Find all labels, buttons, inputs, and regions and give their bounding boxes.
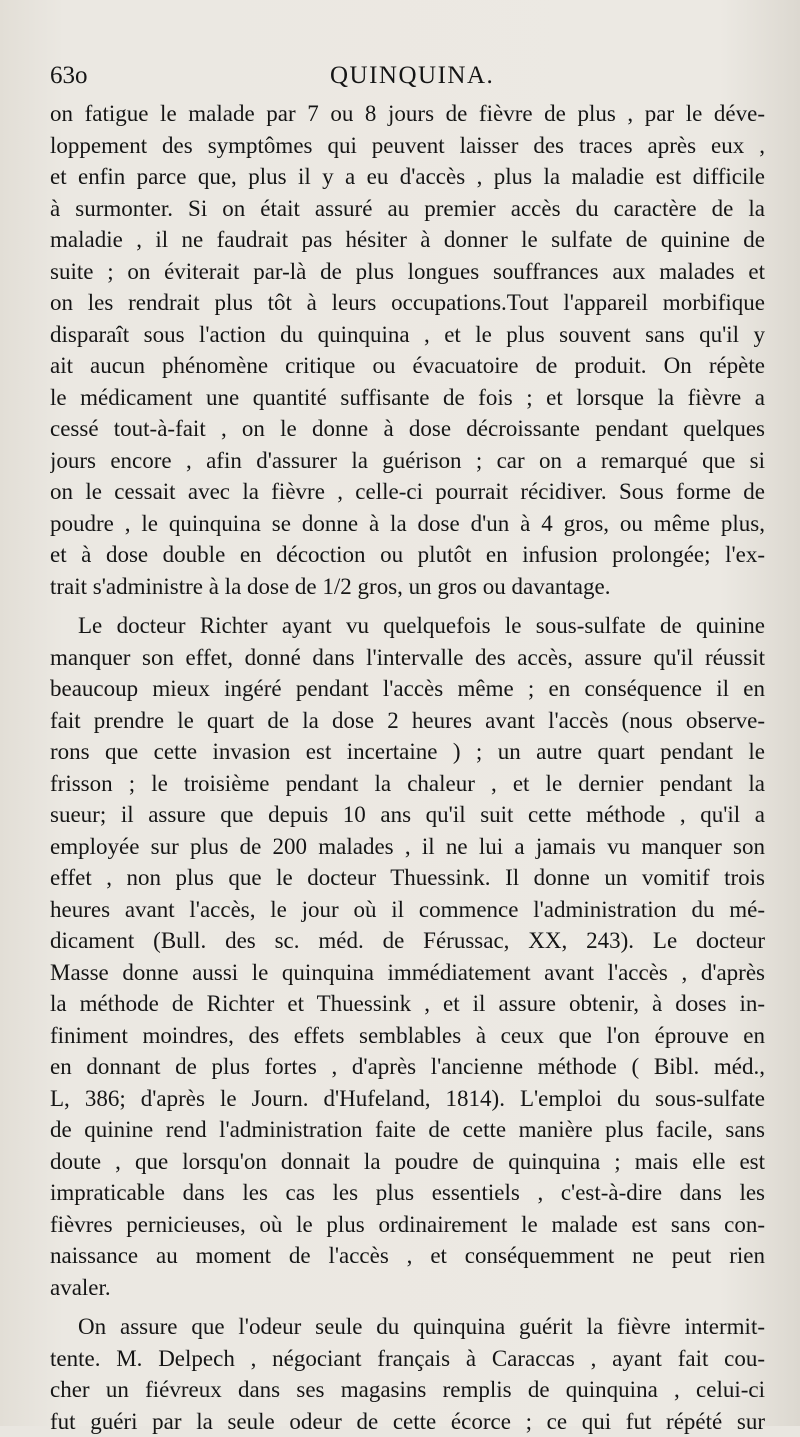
body-text	[50, 98, 765, 1437]
text-line: le médicament une quantité suffisante de fois ; et lorsque la fièvre a	[50, 382, 765, 414]
text-line: on fatigue le malade par 7 ou 8 jours de fièvre de plus , par le déve-	[50, 98, 765, 130]
text-line: effet , non plus que le docteur Thuessink. Il donne un vomitif trois	[50, 862, 765, 894]
text-line: Le docteur Richter ayant vu quelquefois le sous-sulfate de quinine	[50, 610, 765, 642]
text-line: et enfin parce que, plus il y a eu d'accès , plus la maladie est difficile	[50, 161, 765, 193]
text-line: Masse donne aussi le quinquina immédiatement avant l'accès , d'après	[50, 957, 765, 989]
text-line: jours encore , afin d'assurer la guérison ; car on a remarqué que si	[50, 445, 765, 477]
text-line: naissance au moment de l'accès , et conséquemment ne peut rien	[50, 1240, 765, 1272]
paragraph	[50, 610, 765, 1303]
text-line: beaucoup mieux ingéré pendant l'accès même ; en conséquence il en	[50, 673, 765, 705]
text-line: tente. M. Delpech , négociant français à Caraccas , ayant fait cou-	[50, 1343, 765, 1375]
running-title: QUINQUINA.	[330, 62, 494, 90]
text-line: fut guéri par la seule odeur de cette écorce ; ce qui fut répété sur	[50, 1406, 765, 1437]
text-line: disparaît sous l'action du quinquina , et le plus souvent sans qu'il y	[50, 319, 765, 351]
text-line: on le cessait avec la fièvre , celle-ci pourrait récidiver. Sous forme de	[50, 476, 765, 508]
paragraph	[50, 98, 765, 602]
running-head	[50, 62, 776, 96]
page-number: 63o	[50, 62, 88, 90]
text-line: doute , que lorsqu'on donnait la poudre de quinquina ; mais elle est	[50, 1146, 765, 1178]
text-line: à surmonter. Si on était assuré au premier accès du caractère de la	[50, 193, 765, 225]
text-line: cessé tout-à-fait , on le donne à dose décroissante pendant quelques	[50, 413, 765, 445]
text-line: sueur; il assure que depuis 10 ans qu'il suit cette méthode , qu'il a	[50, 799, 765, 831]
text-line: poudre , le quinquina se donne à la dose d'un à 4 gros, ou même plus,	[50, 508, 765, 540]
text-line: on les rendrait plus tôt à leurs occupations.Tout l'appareil morbifique	[50, 287, 765, 319]
text-line: frisson ; le troisième pendant la chaleur , et le dernier pendant la	[50, 768, 765, 800]
text-line: loppement des symptômes qui peuvent laisser des traces après eux ,	[50, 130, 765, 162]
text-line: avaler.	[50, 1272, 765, 1304]
text-line: trait s'administre à la dose de 1/2 gros, un gros ou davantage.	[50, 571, 765, 603]
text-line: dicament (Bull. des sc. méd. de Férussac, XX, 243). Le docteur	[50, 925, 765, 957]
text-line: la méthode de Richter et Thuessink , et il assure obtenir, à doses in-	[50, 988, 765, 1020]
text-line: manquer son effet, donné dans l'intervalle des accès, assure qu'il réussit	[50, 642, 765, 674]
text-line: ait aucun phénomène critique ou évacuatoire de produit. On répète	[50, 350, 765, 382]
text-line: L, 386; d'après le Journ. d'Hufeland, 1814). L'emploi du sous-sulfate	[50, 1083, 765, 1115]
text-line: cher un fiévreux dans ses magasins remplis de quinquina , celui-ci	[50, 1374, 765, 1406]
text-line: heures avant l'accès, le jour où il commence l'administration du mé-	[50, 894, 765, 926]
text-line: en donnant de plus fortes , d'après l'ancienne méthode ( Bibl. méd.,	[50, 1051, 765, 1083]
text-line: On assure que l'odeur seule du quinquina guérit la fièvre intermit-	[50, 1311, 765, 1343]
paragraph	[50, 1311, 765, 1437]
text-line: et à dose double en décoction ou plutôt en infusion prolongée; l'ex-	[50, 539, 765, 571]
text-line: maladie , il ne faudrait pas hésiter à donner le sulfate de quinine de	[50, 224, 765, 256]
text-line: suite ; on éviterait par-là de plus longues souffrances aux malades et	[50, 256, 765, 288]
text-line: rons que cette invasion est incertaine ) ; un autre quart pendant le	[50, 736, 765, 768]
text-line: employée sur plus de 200 malades , il ne lui a jamais vu manquer son	[50, 831, 765, 863]
text-line: finiment moindres, des effets semblables à ceux que l'on éprouve en	[50, 1020, 765, 1052]
text-line: fait prendre le quart de la dose 2 heures avant l'accès (nous observe-	[50, 705, 765, 737]
text-line: fièvres pernicieuses, où le plus ordinairement le malade est sans con-	[50, 1209, 765, 1241]
text-line: de quinine rend l'administration faite de cette manière plus facile, sans	[50, 1114, 765, 1146]
text-line: impraticable dans les cas les plus essentiels , c'est-à-dire dans les	[50, 1177, 765, 1209]
